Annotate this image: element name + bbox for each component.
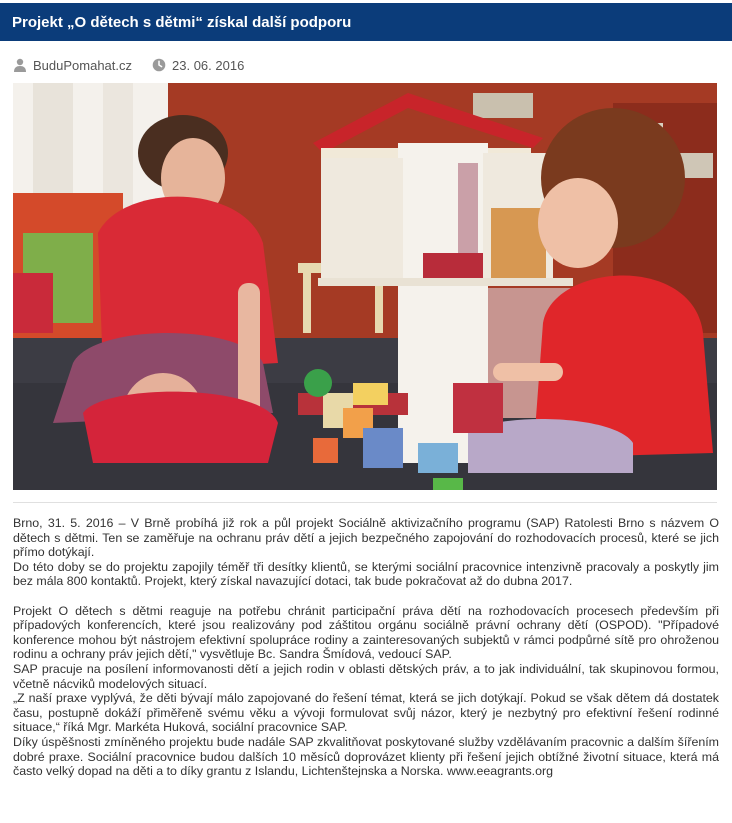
article-paragraph: „Z naší praxe vyplývá, že děti bývají málo zapojované do řešení témat, která se jich dotýkají. Pokud se však dětem dá dostatek času, postupně dokáží přiměřeně svému věku a vývoji formulovat svůj názor, který je nezbytný pro efektivní řešení rodinné situace,“ říká Mgr. Markéta Huková, sociální pracovnice SAP. xyxy=(13,691,719,735)
article-paragraph: Projekt O dětech s dětmi reaguje na potřebu chránit participační práva dětí na rozhodovacích procesech především při případových konferencích, které jsou realizovány pod záštitou orgánu sociálně právní ochrany dětí (OSPOD). "Případové konference mohou být nástrojem efektivní spolupráce rodiny a zainteresovaných subjektů v rámci podpůrné sítě pro ohroženou rodinu a ochrany práv jejich dětí," vysvětluje Bc. Sandra Šmídová, vedoucí SAP. xyxy=(13,603,719,662)
article-title[interactable]: Projekt „O dětech s dětmi“ získal další podporu xyxy=(12,13,352,31)
user-icon xyxy=(13,58,27,72)
article-body xyxy=(13,516,719,779)
publish-date: 23. 06. 2016 xyxy=(172,57,245,73)
article-paragraph: Do této doby se do projektu zapojily téměř tři desítky klientů, se kterými sociální pracovnice intenzivně pracovaly a poskytly jim bez mála 800 kontaktů. Projekt, který získal navazující dotaci, tak bude pokračovat až do dubna 2017. xyxy=(13,559,719,589)
author-meta xyxy=(13,58,132,73)
date-meta xyxy=(152,58,244,73)
article-paragraph: Díky úspěšnosti zmíněného projektu bude nadále SAP zkvalitňovat poskytované služby vzdělávaním pracovnic a dalším šířením dobré praxe. Sociální pracovnice budou dalších 10 měsíců doprovázet klienty při řešení jejich obtížné životní situace, která má často velký dopad na děti a to díky grantu z Islandu, Lichtenštejnska a Norska. www.eeagrants.org xyxy=(13,734,719,779)
article-photo xyxy=(13,83,717,490)
article-photo-illustration xyxy=(13,83,717,490)
article-meta xyxy=(13,55,244,75)
author-name[interactable]: BuduPomahat.cz xyxy=(33,57,133,73)
article-title-bar xyxy=(0,3,732,41)
article-paragraph: Brno, 31. 5. 2016 – V Brně probíhá již rok a půl projekt Sociálně aktivizačního programu (SAP) Ratolesti Brno s názvem O dětech s dětmi. Ten se zaměřuje na ochranu práv dětí a jejich bezpečného zapojování do rozhodovacích procesů, které se jich přímo dotýkají. xyxy=(13,516,719,560)
article-paragraph: SAP pracuje na posílení informovanosti dětí a jejich rodin v oblasti dětských práv, a to jak individuální, tak skupinovou formou, včetně nácviků modelových situací. xyxy=(13,661,719,691)
clock-icon xyxy=(152,58,166,72)
photo-divider xyxy=(13,502,717,503)
paragraph-spacer xyxy=(13,589,719,604)
